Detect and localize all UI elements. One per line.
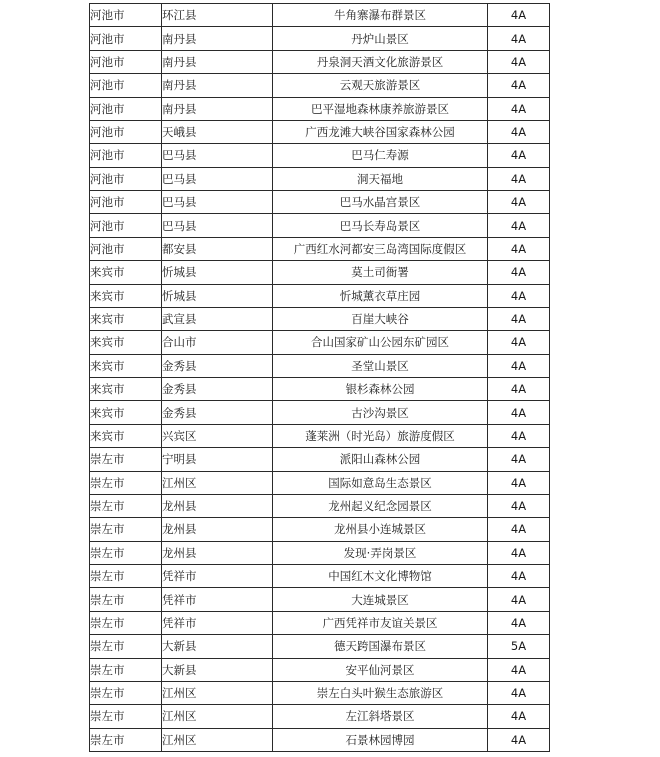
city-cell: 来宾市	[90, 261, 162, 284]
city-cell: 河池市	[90, 167, 162, 190]
city-cell: 河池市	[90, 237, 162, 260]
table-body	[90, 4, 550, 752]
city-cell: 来宾市	[90, 354, 162, 377]
county-cell: 江州区	[162, 471, 273, 494]
city-cell: 来宾市	[90, 307, 162, 330]
scenic-name-cell: 巴马仁寿源	[273, 144, 488, 167]
table-row	[90, 237, 550, 260]
scenic-name-cell: 龙州起义纪念园景区	[273, 494, 488, 517]
table-row	[90, 681, 550, 704]
city-cell: 崇左市	[90, 471, 162, 494]
scenic-name-cell: 派阳山森林公园	[273, 448, 488, 471]
scenic-name-cell: 圣堂山景区	[273, 354, 488, 377]
county-cell: 合山市	[162, 331, 273, 354]
scenic-name-cell: 龙州县小连城景区	[273, 518, 488, 541]
city-cell: 河池市	[90, 27, 162, 50]
city-cell: 河池市	[90, 50, 162, 73]
city-cell: 来宾市	[90, 284, 162, 307]
level-cell: 4A	[488, 144, 550, 167]
county-cell: 武宣县	[162, 307, 273, 330]
county-cell: 忻城县	[162, 284, 273, 307]
level-cell: 4A	[488, 378, 550, 401]
level-cell: 4A	[488, 424, 550, 447]
table-row	[90, 307, 550, 330]
county-cell: 龙州县	[162, 541, 273, 564]
county-cell: 都安县	[162, 237, 273, 260]
scenic-name-cell: 百崖大峡谷	[273, 307, 488, 330]
city-cell: 河池市	[90, 191, 162, 214]
scenic-name-cell: 忻城薰衣草庄园	[273, 284, 488, 307]
level-cell: 4A	[488, 167, 550, 190]
level-cell: 4A	[488, 448, 550, 471]
level-cell: 4A	[488, 471, 550, 494]
scenic-name-cell: 合山国家矿山公园东矿园区	[273, 331, 488, 354]
scenic-name-cell: 莫土司衙署	[273, 261, 488, 284]
city-cell: 崇左市	[90, 611, 162, 634]
county-cell: 龙州县	[162, 518, 273, 541]
table-row	[90, 378, 550, 401]
scenic-name-cell: 中国红木文化博物馆	[273, 565, 488, 588]
level-cell: 4A	[488, 284, 550, 307]
city-cell: 河池市	[90, 74, 162, 97]
table-row	[90, 4, 550, 27]
scenic-name-cell: 巴马水晶宫景区	[273, 191, 488, 214]
level-cell: 4A	[488, 705, 550, 728]
county-cell: 江州区	[162, 728, 273, 751]
scenic-name-cell: 发现·弄岗景区	[273, 541, 488, 564]
table-row	[90, 331, 550, 354]
scenic-name-cell: 左江斜塔景区	[273, 705, 488, 728]
city-cell: 崇左市	[90, 588, 162, 611]
city-cell: 崇左市	[90, 518, 162, 541]
level-cell: 4A	[488, 214, 550, 237]
county-cell: 南丹县	[162, 97, 273, 120]
county-cell: 忻城县	[162, 261, 273, 284]
scenic-name-cell: 广西龙滩大峡谷国家森林公园	[273, 120, 488, 143]
table-row	[90, 518, 550, 541]
table-row	[90, 401, 550, 424]
level-cell: 4A	[488, 4, 550, 27]
level-cell: 4A	[488, 261, 550, 284]
table-row	[90, 635, 550, 658]
city-cell: 河池市	[90, 144, 162, 167]
table-row	[90, 261, 550, 284]
table-row	[90, 541, 550, 564]
table-row	[90, 471, 550, 494]
table-row	[90, 120, 550, 143]
level-cell: 4A	[488, 331, 550, 354]
scenic-name-cell: 洞天福地	[273, 167, 488, 190]
table-row	[90, 588, 550, 611]
table-row	[90, 284, 550, 307]
scenic-name-cell: 银杉森林公园	[273, 378, 488, 401]
table-row	[90, 611, 550, 634]
level-cell: 4A	[488, 97, 550, 120]
city-cell: 崇左市	[90, 681, 162, 704]
scenic-name-cell: 国际如意岛生态景区	[273, 471, 488, 494]
city-cell: 来宾市	[90, 424, 162, 447]
city-cell: 崇左市	[90, 541, 162, 564]
county-cell: 凭祥市	[162, 565, 273, 588]
county-cell: 江州区	[162, 681, 273, 704]
city-cell: 河池市	[90, 120, 162, 143]
scenic-name-cell: 德天跨国瀑布景区	[273, 635, 488, 658]
city-cell: 崇左市	[90, 565, 162, 588]
city-cell: 河池市	[90, 97, 162, 120]
county-cell: 龙州县	[162, 494, 273, 517]
scenic-name-cell: 广西红水河都安三岛湾国际度假区	[273, 237, 488, 260]
county-cell: 金秀县	[162, 401, 273, 424]
table-row	[90, 27, 550, 50]
county-cell: 南丹县	[162, 27, 273, 50]
table-row	[90, 494, 550, 517]
level-cell: 4A	[488, 354, 550, 377]
scenic-name-cell: 丹炉山景区	[273, 27, 488, 50]
county-cell: 天峨县	[162, 120, 273, 143]
table-row	[90, 74, 550, 97]
scenic-name-cell: 崇左白头叶猴生态旅游区	[273, 681, 488, 704]
table-row	[90, 565, 550, 588]
city-cell: 来宾市	[90, 401, 162, 424]
city-cell: 崇左市	[90, 658, 162, 681]
level-cell: 5A	[488, 635, 550, 658]
level-cell: 4A	[488, 27, 550, 50]
table-row	[90, 144, 550, 167]
table-row	[90, 728, 550, 751]
city-cell: 河池市	[90, 214, 162, 237]
city-cell: 崇左市	[90, 705, 162, 728]
county-cell: 宁明县	[162, 448, 273, 471]
level-cell: 4A	[488, 401, 550, 424]
scenic-name-cell: 牛角寨瀑布群景区	[273, 4, 488, 27]
level-cell: 4A	[488, 307, 550, 330]
level-cell: 4A	[488, 588, 550, 611]
city-cell: 来宾市	[90, 331, 162, 354]
level-cell: 4A	[488, 50, 550, 73]
scenic-area-table	[89, 3, 550, 752]
city-cell: 崇左市	[90, 494, 162, 517]
scenic-name-cell: 蓬莱洲（时光岛）旅游度假区	[273, 424, 488, 447]
table-row	[90, 705, 550, 728]
county-cell: 金秀县	[162, 378, 273, 401]
city-cell: 崇左市	[90, 448, 162, 471]
county-cell: 凭祥市	[162, 611, 273, 634]
table-row	[90, 658, 550, 681]
level-cell: 4A	[488, 611, 550, 634]
county-cell: 金秀县	[162, 354, 273, 377]
table-row	[90, 214, 550, 237]
county-cell: 巴马县	[162, 144, 273, 167]
level-cell: 4A	[488, 237, 550, 260]
scenic-name-cell: 云观天旅游景区	[273, 74, 488, 97]
table-row	[90, 167, 550, 190]
county-cell: 南丹县	[162, 74, 273, 97]
level-cell: 4A	[488, 74, 550, 97]
county-cell: 南丹县	[162, 50, 273, 73]
county-cell: 兴宾区	[162, 424, 273, 447]
level-cell: 4A	[488, 494, 550, 517]
table-row	[90, 191, 550, 214]
city-cell: 崇左市	[90, 728, 162, 751]
scenic-name-cell: 巴平湿地森林康养旅游景区	[273, 97, 488, 120]
scenic-name-cell: 广西凭祥市友谊关景区	[273, 611, 488, 634]
county-cell: 巴马县	[162, 167, 273, 190]
level-cell: 4A	[488, 518, 550, 541]
scenic-name-cell: 大连城景区	[273, 588, 488, 611]
table-row	[90, 97, 550, 120]
scenic-name-cell: 巴马长寿岛景区	[273, 214, 488, 237]
county-cell: 环江县	[162, 4, 273, 27]
county-cell: 大新县	[162, 658, 273, 681]
level-cell: 4A	[488, 565, 550, 588]
scenic-name-cell: 安平仙河景区	[273, 658, 488, 681]
level-cell: 4A	[488, 681, 550, 704]
scenic-name-cell: 古沙沟景区	[273, 401, 488, 424]
city-cell: 来宾市	[90, 378, 162, 401]
table-row	[90, 448, 550, 471]
scenic-name-cell: 丹泉洞天酒文化旅游景区	[273, 50, 488, 73]
level-cell: 4A	[488, 658, 550, 681]
county-cell: 大新县	[162, 635, 273, 658]
county-cell: 凭祥市	[162, 588, 273, 611]
city-cell: 河池市	[90, 4, 162, 27]
table-row	[90, 50, 550, 73]
county-cell: 巴马县	[162, 214, 273, 237]
city-cell: 崇左市	[90, 635, 162, 658]
table-row	[90, 354, 550, 377]
table-row	[90, 424, 550, 447]
level-cell: 4A	[488, 191, 550, 214]
county-cell: 江州区	[162, 705, 273, 728]
scenic-name-cell: 石景林园博园	[273, 728, 488, 751]
county-cell: 巴马县	[162, 191, 273, 214]
level-cell: 4A	[488, 728, 550, 751]
level-cell: 4A	[488, 120, 550, 143]
level-cell: 4A	[488, 541, 550, 564]
